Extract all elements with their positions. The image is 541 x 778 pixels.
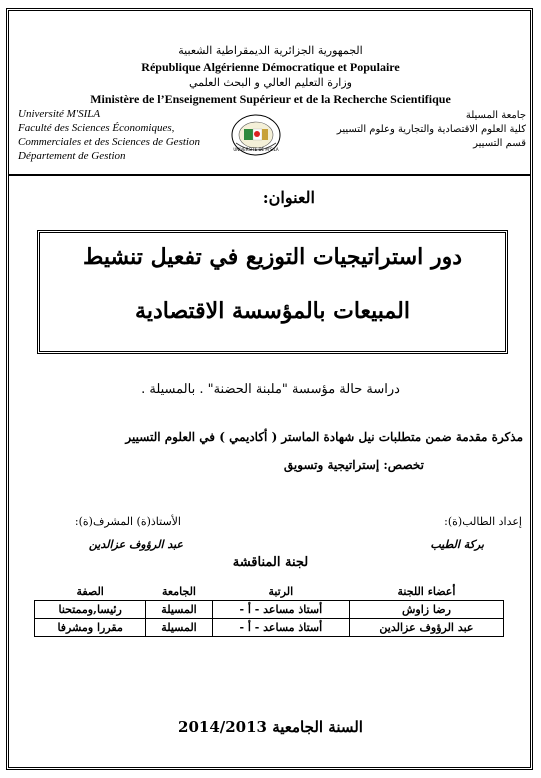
title-label: العنوان: [262, 188, 315, 207]
jury-member-rank: أستاذ مساعد - أ - [212, 619, 349, 637]
republic-french: République Algérienne Démocratique et Populaire [141, 60, 400, 74]
thesis-title-line2: المبيعات بالمؤسسة الاقتصادية [135, 298, 410, 324]
logo-lettering: UNIVERSITE DE M'SILA [233, 147, 279, 152]
university-name-ar: جامعة المسيلة [465, 110, 526, 121]
jury-member-rank: أستاذ مساعد - أ - [212, 601, 349, 619]
university-name-fr: Université M'SILA [18, 108, 101, 120]
jury-header-row [35, 583, 504, 601]
academic-year: السنة الجامعية 2014/2013 [178, 718, 363, 736]
specialty: تخصص: إستراتيجية وتسويق [283, 458, 424, 472]
jury-header-rank: الرتبة [212, 583, 349, 601]
jury-member-name: عبد الرؤوف عزالدين [349, 619, 503, 637]
student-label: إعداد الطالب(ة): [444, 515, 522, 528]
ministry-arabic: وزارة التعليم العالي و البحث العلمي [189, 76, 352, 89]
case-study: دراسة حالة مؤسسة "ملبنة الحضنة" . بالمسيلة . [141, 382, 400, 397]
faculty-name-fr: Faculté des Sciences Économiques, [18, 122, 175, 134]
jury-title: لجنة المناقشة [232, 555, 309, 570]
supervisor-name: عبد الرؤوف عزالدين [88, 538, 183, 551]
student-name: بركة الطيب [430, 538, 484, 551]
department-name-fr: Département de Gestion [18, 150, 126, 162]
memo-text: مذكرة مقدمة ضمن متطلبات نيل شهادة الماستر ( أكاديمي ) في العلوم التسيير [125, 430, 523, 444]
jury-header-member: أعضاء اللجنة [349, 583, 503, 601]
faculty-name-ar: كلية العلوم الاقتصادية والتجارية وعلوم التسيير [336, 124, 526, 135]
jury-member-university: المسيلة [146, 619, 212, 637]
thesis-title-line1: دور استراتيجيات التوزيع في تفعيل تنشيط [83, 244, 462, 270]
header-separator [9, 174, 530, 176]
department-name-ar: قسم التسيير [473, 138, 526, 149]
table-row [35, 619, 504, 637]
supervisor-label: الأستاذ(ة) المشرف(ة): [74, 515, 181, 528]
jury-member-role: رئيسا,وممتحنا [35, 601, 146, 619]
university-info-arabic [337, 109, 526, 151]
table-row [35, 601, 504, 619]
ministry-french: Ministère de l’Enseignement Supérieur et de la Recherche Scientifique [90, 92, 451, 106]
university-logo [230, 113, 282, 157]
jury-member-role: مقررا ومشرفا [35, 619, 146, 637]
jury-table [34, 583, 504, 637]
jury-member-name: رضا زاوش [349, 601, 503, 619]
jury-header-role: الصفة [35, 583, 146, 601]
jury-header-university: الجامعة [146, 583, 212, 601]
jury-member-university: المسيلة [146, 601, 212, 619]
republic-arabic: الجمهورية الجزائرية الديمقراطية الشعبية [178, 44, 363, 57]
university-info-french [18, 107, 200, 163]
faculty-name-fr-cont: Commerciales et des Sciences de Gestion [18, 136, 200, 148]
